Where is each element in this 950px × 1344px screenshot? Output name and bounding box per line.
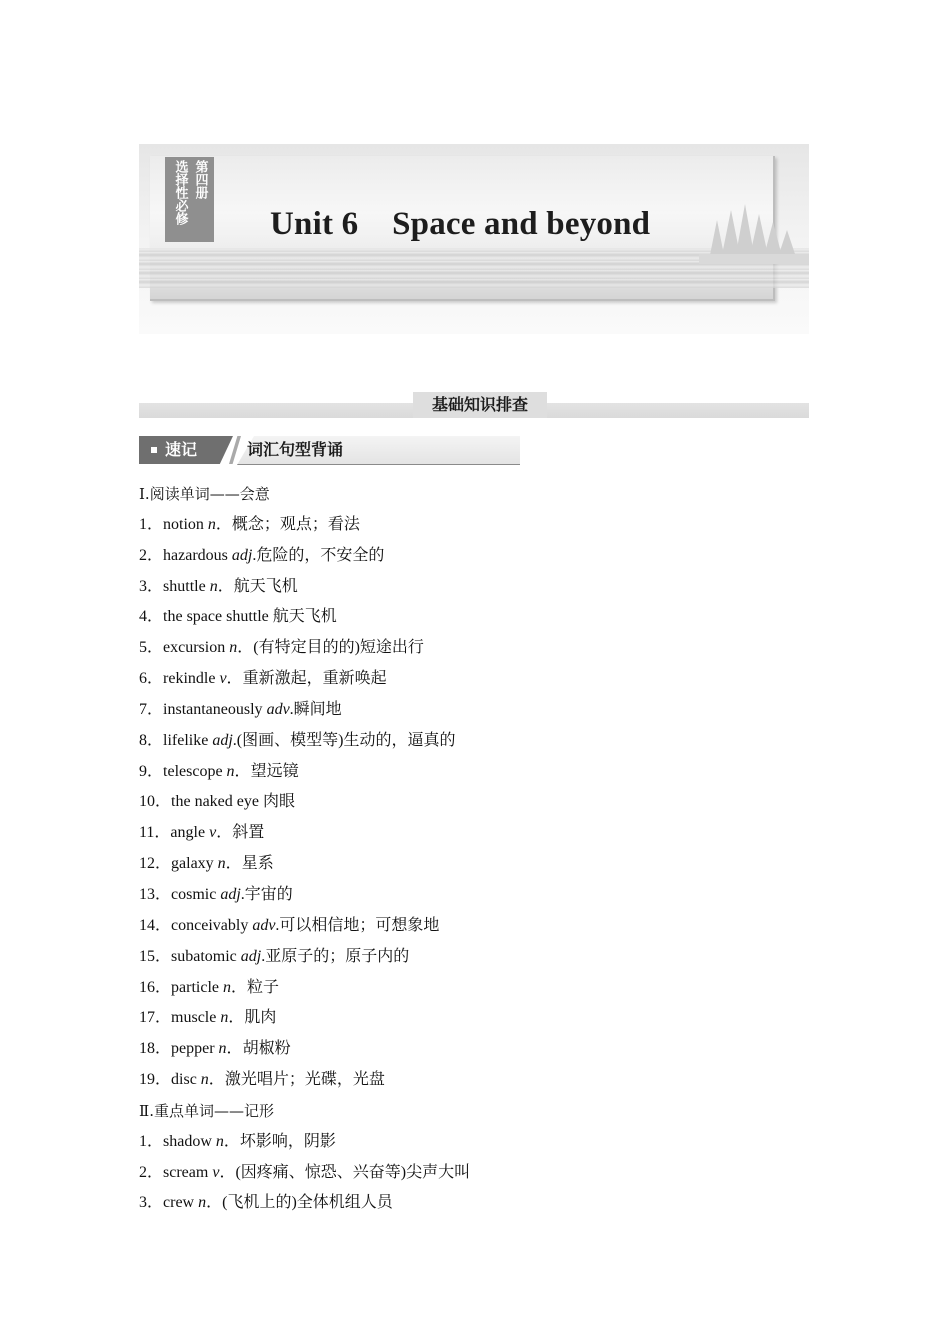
entry-word: particle <box>171 978 219 996</box>
entry-number: 9． <box>139 762 164 780</box>
entry-meaning: (有特定目的的)短途出行 <box>253 639 424 657</box>
key-words-list <box>139 1127 739 1220</box>
entry-part-of-speech: n <box>229 639 238 657</box>
vocab-entry <box>139 541 739 572</box>
vocab-entry <box>139 942 739 973</box>
entry-separator: . <box>252 546 257 564</box>
entry-word: instantaneously <box>163 700 263 718</box>
vocab-entry <box>139 1065 739 1096</box>
entry-number: 3． <box>139 1194 164 1212</box>
entry-word: crew <box>163 1194 195 1212</box>
vocab-entry <box>139 572 739 603</box>
entry-word: notion <box>163 515 204 533</box>
entry-word: rekindle <box>163 670 216 688</box>
entry-meaning: 可以相信地；可想象地 <box>279 916 440 934</box>
entry-number: 11． <box>139 824 171 842</box>
entry-number: 16． <box>139 978 172 996</box>
entry-separator: ． <box>226 1040 243 1058</box>
vocab-entry <box>139 633 739 664</box>
entry-separator: ． <box>216 824 233 842</box>
entry-separator: . <box>240 885 245 903</box>
entry-number: 2． <box>139 1163 164 1181</box>
entry-separator: ． <box>223 1132 240 1150</box>
entry-meaning: 重新激起，重新唤起 <box>242 670 387 688</box>
entry-part-of-speech: n <box>226 762 235 780</box>
entry-number: 4． <box>139 608 164 626</box>
entry-word: scream <box>163 1163 209 1181</box>
entry-meaning: (飞机上的)全体机组人员 <box>222 1194 393 1212</box>
entry-separator: ． <box>228 1009 245 1027</box>
entry-separator: . <box>261 947 266 965</box>
vocab-entry <box>139 1034 739 1065</box>
entry-word: telescope <box>163 762 223 780</box>
vocab-entry <box>139 818 739 849</box>
entry-word: muscle <box>171 1009 217 1027</box>
entry-separator: . <box>289 700 294 718</box>
subsection-title: 词汇句型背诵 <box>247 440 344 459</box>
vocab-entry <box>139 664 739 695</box>
entry-word: the naked eye <box>171 793 259 811</box>
vocab-entry <box>139 602 739 633</box>
section-title: 基础知识排查 <box>413 392 547 418</box>
vocab-entry <box>139 726 739 757</box>
entry-separator: ． <box>219 1163 236 1181</box>
entry-meaning: 瞬间地 <box>293 700 342 718</box>
entry-meaning: 斜置 <box>232 824 265 842</box>
entry-meaning: (图画、模型等)生动的，逼真的 <box>236 731 456 749</box>
entry-separator: ． <box>230 978 247 996</box>
entry-meaning: 望远镜 <box>250 762 299 780</box>
entry-meaning: 粒子 <box>247 978 280 996</box>
entry-word: angle <box>170 824 206 842</box>
vocab-entry <box>139 973 739 1004</box>
vocab-entry <box>139 1003 739 1034</box>
entry-meaning: 坏影响，阴影 <box>239 1132 336 1150</box>
entry-part-of-speech: n <box>220 1009 229 1027</box>
entry-number: 5． <box>139 639 164 657</box>
entry-separator: ． <box>208 1071 225 1089</box>
entry-part-of-speech: n <box>222 978 231 996</box>
entry-separator: . <box>232 731 237 749</box>
entry-part-of-speech: n <box>218 1040 227 1058</box>
entry-meaning: (因疼痛、惊恐、兴奋等)尖声大叫 <box>235 1163 471 1181</box>
entry-part-of-speech: adv <box>266 700 290 718</box>
entry-part-of-speech: adj <box>240 947 262 965</box>
volume-label-col-2: 选择性必修 <box>172 160 188 225</box>
entry-meaning: 肉眼 <box>262 793 295 811</box>
entry-meaning: 胡椒粉 <box>242 1040 291 1058</box>
subsection-tag-label: 速记 <box>165 440 198 459</box>
category-heading-key: Ⅱ.重点单词——记形 <box>139 1101 274 1120</box>
entry-part-of-speech: adj <box>212 731 233 749</box>
vocab-entry <box>139 1127 739 1158</box>
entry-word: the space shuttle <box>163 608 269 626</box>
entry-number: 1． <box>139 515 164 533</box>
island-trees-illustration <box>699 200 809 264</box>
entry-separator: ． <box>237 639 254 657</box>
entry-number: 8． <box>139 731 164 749</box>
vocab-entry <box>139 849 739 880</box>
volume-badge <box>165 157 214 242</box>
entry-separator: ． <box>226 670 243 688</box>
vocab-entry <box>139 1188 739 1219</box>
entry-part-of-speech: n <box>217 855 226 873</box>
category-heading-reading: Ⅰ.阅读单词——会意 <box>139 485 270 503</box>
entry-meaning: 危险的，不安全的 <box>256 546 385 564</box>
entry-number: 15． <box>139 947 172 965</box>
entry-separator: ． <box>215 515 232 533</box>
vocab-entry <box>139 1158 739 1189</box>
entry-number: 17． <box>139 1009 172 1027</box>
entry-part-of-speech: adj <box>220 885 241 903</box>
unit-title: Unit 6 Space and beyond <box>270 206 651 242</box>
vocab-entry <box>139 757 739 788</box>
entry-separator: . <box>275 916 280 934</box>
subsection-header <box>139 436 520 465</box>
entry-meaning: 激光唱片；光碟，光盘 <box>224 1071 385 1089</box>
entry-word: subatomic <box>171 947 237 965</box>
entry-word: conceivably <box>171 916 249 934</box>
entry-separator: ． <box>217 577 234 595</box>
entry-part-of-speech: n <box>200 1071 209 1089</box>
vocabulary-list <box>139 479 739 1219</box>
entry-meaning: 航天飞机 <box>233 577 298 595</box>
entry-part-of-speech: v <box>219 670 227 688</box>
entry-number: 18． <box>139 1040 172 1058</box>
entry-word: shadow <box>163 1132 212 1150</box>
entry-number: 2． <box>139 546 164 564</box>
square-bullet-icon <box>151 447 157 453</box>
entry-part-of-speech: adj <box>231 546 253 564</box>
entry-part-of-speech: adv <box>252 916 276 934</box>
entry-meaning: 肌肉 <box>244 1009 277 1027</box>
entry-number: 12． <box>139 855 172 873</box>
entry-number: 3． <box>139 577 164 595</box>
vocab-entry <box>139 880 739 911</box>
entry-number: 19． <box>139 1071 172 1089</box>
entry-word: shuttle <box>163 577 206 595</box>
entry-number: 10． <box>139 793 172 811</box>
entry-meaning: 宇宙的 <box>244 885 293 903</box>
entry-meaning: 概念；观点；看法 <box>231 515 360 533</box>
entry-part-of-speech: v <box>209 824 217 842</box>
vocab-entry <box>139 510 739 541</box>
entry-meaning: 亚原子的；原子内的 <box>265 947 410 965</box>
entry-word: disc <box>171 1071 197 1089</box>
entry-meaning: 航天飞机 <box>272 608 337 626</box>
vocab-entry <box>139 911 739 942</box>
entry-word: hazardous <box>163 546 228 564</box>
entry-number: 14． <box>139 916 172 934</box>
entry-number: 1． <box>139 1132 164 1150</box>
entry-word: cosmic <box>171 885 217 903</box>
entry-number: 6． <box>139 670 164 688</box>
entry-part-of-speech: n <box>207 515 216 533</box>
entry-number: 13． <box>139 885 172 903</box>
vocab-entry <box>139 787 739 818</box>
entry-number: 7． <box>139 700 164 718</box>
entry-separator: ． <box>234 762 251 780</box>
vocab-entry <box>139 695 739 726</box>
reading-words-list <box>139 510 739 1096</box>
entry-part-of-speech: n <box>198 1194 207 1212</box>
entry-separator: ． <box>206 1194 223 1212</box>
entry-word: galaxy <box>171 855 214 873</box>
entry-part-of-speech: v <box>212 1163 220 1181</box>
entry-word: pepper <box>171 1040 215 1058</box>
volume-label-col-1: 第四册 <box>192 160 208 199</box>
entry-word: lifelike <box>163 731 209 749</box>
entry-word: excursion <box>163 639 226 657</box>
entry-separator: ． <box>225 855 242 873</box>
entry-part-of-speech: n <box>215 1132 224 1150</box>
entry-part-of-speech: n <box>209 577 218 595</box>
entry-meaning: 星系 <box>241 855 274 873</box>
